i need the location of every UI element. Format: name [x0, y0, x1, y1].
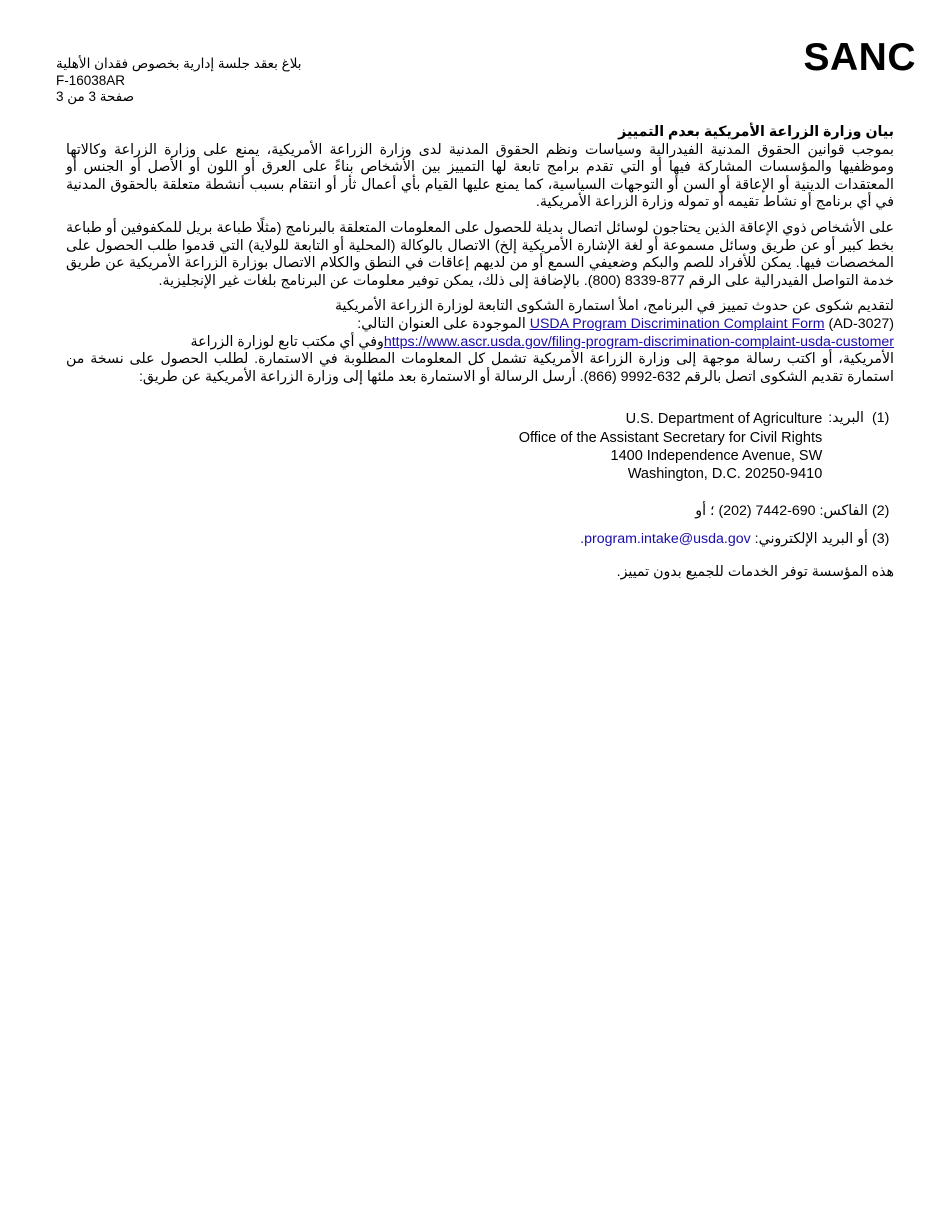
email-number: (3) [872, 530, 890, 547]
mail-label: البريد: [828, 410, 864, 427]
mail-address [519, 410, 823, 483]
complaint-form-link[interactable]: USDA Program Discrimination Complaint Form [529, 315, 825, 332]
address-line: Washington, D.C. 20250-9410 [627, 465, 823, 482]
header-title: بلاغ بعقد جلسة إدارية بخصوص فقدان الأهلية [56, 56, 302, 71]
email-label: أو البريد الإلكتروني: [754, 530, 868, 547]
complaint-line-2 [66, 316, 894, 334]
email-link[interactable]: program.intake@usda.gov [584, 530, 751, 547]
complaint-line-2-tail: الموجودة على العنوان التالي: [357, 315, 526, 332]
statement-title: بيان وزارة الزراعة الأمريكية بعدم التمييز [618, 124, 894, 140]
form-code: F-16038AR [56, 72, 126, 88]
complaint-rest: الأمريكية، أو اكتب رسالة موجهة إلى وزارة الزراعة الأمريكية تشمل كل المعلومات المطلوبة في الاستمارة. لطلب الحصول على نسخة من استمارة تقديم الشكوى اتصل بالرقم 632-9992 (866). أرسل الرسالة أو الاستمارة بعد ملئها إلى وزارة الزراعة الأمريكية عن طريق: [66, 351, 894, 385]
form-id: (AD-3027) [828, 315, 894, 332]
document-header [56, 56, 302, 106]
closing-statement: هذه المؤسسة توفر الخدمات للجميع بدون تمييز. [616, 564, 894, 581]
statement-body [66, 124, 894, 582]
mail-number: (1) [872, 410, 890, 427]
paragraph-disabilities: على الأشخاص ذوي الإعاقة الذين يحتاجون لوسائل اتصال بديلة للحصول على المعلومات المتعلقة بالبرنامج (مثلًا طباعة بريل للمكفوفين أو طباعة بخط كبير أو عن طريق وسائل مسموعة أو لغة الإشارة الأمريكية إلخ) الاتصال بالوكالة (المحلية أو التابعة للولاية) التي قدموا طلب الحصول على المخصصات فيها. يمكن للأفراد للصم والبكم وضعيفي السمع أو من لديهم إعاقات في النطق والكلام الاتصال بوزارة الزراعة الأمريكية عن طريق خدمة التواصل الفيدرالية على الرقم 877-8339 (800). بالإضافة إلى ذلك، يمكن توفير معلومات عن البرنامج بلغات غير الإنجليزية. [66, 219, 894, 289]
email-end: . [580, 530, 585, 547]
method-fax [66, 503, 894, 521]
page-number: صفحة 3 من 3 [56, 89, 135, 104]
complaint-url-link[interactable]: https://www.ascr.usda.gov/filing-program-discrimination-complaint-usda-customer [383, 333, 894, 350]
complaint-line-3-tail: وفي أي مكتب تابع لوزارة الزراعة [190, 333, 384, 350]
complaint-line-3 [66, 334, 894, 352]
fax-number: (2) [872, 503, 890, 520]
fax-text: الفاكس: 690-7442 (202) ؛ أو [695, 503, 868, 520]
address-line: 1400 Independence Avenue, SW [610, 447, 823, 464]
complaint-section [66, 298, 894, 386]
complaint-line-1: لتقديم شكوى عن حدوث تمييز في البرنامج، املأ استمارة الشكوى التابعة لوزارة الزراعة الأمريكية [334, 298, 894, 315]
address-line: Office of the Assistant Secretary for Civil Rights [518, 429, 823, 446]
method-email [66, 531, 894, 549]
method-mail [66, 410, 894, 483]
agency-logo: SANC [803, 36, 916, 79]
paragraph-nondiscrimination: بموجب قوانين الحقوق المدنية الفيدرالية وسياسات ونظم الحقوق المدنية لدى وزارة الزراعة الأمريكية، يمنع على وزارة الزراعة وكالاتها وموظفيها والمؤسسات المشاركة فيها أو التي تقدم برامج تابعة لها التمييز بين الأشخاص بناءً على العرق أو اللون أو الأصل أو الجنس أو المعتقدات الدينية أو الإعاقة أو السن أو التوجهات السياسية، كما يمنع عليها القيام بأي أعمال ثأر أو انتقام بسبب أنشطة متعلقة بالحقوق المدنية في أي برنامج أو نشاط تقيمه أو تموله وزارة الزراعة الأمريكية. [66, 141, 894, 211]
address-line: U.S. Department of Agriculture [625, 411, 823, 428]
